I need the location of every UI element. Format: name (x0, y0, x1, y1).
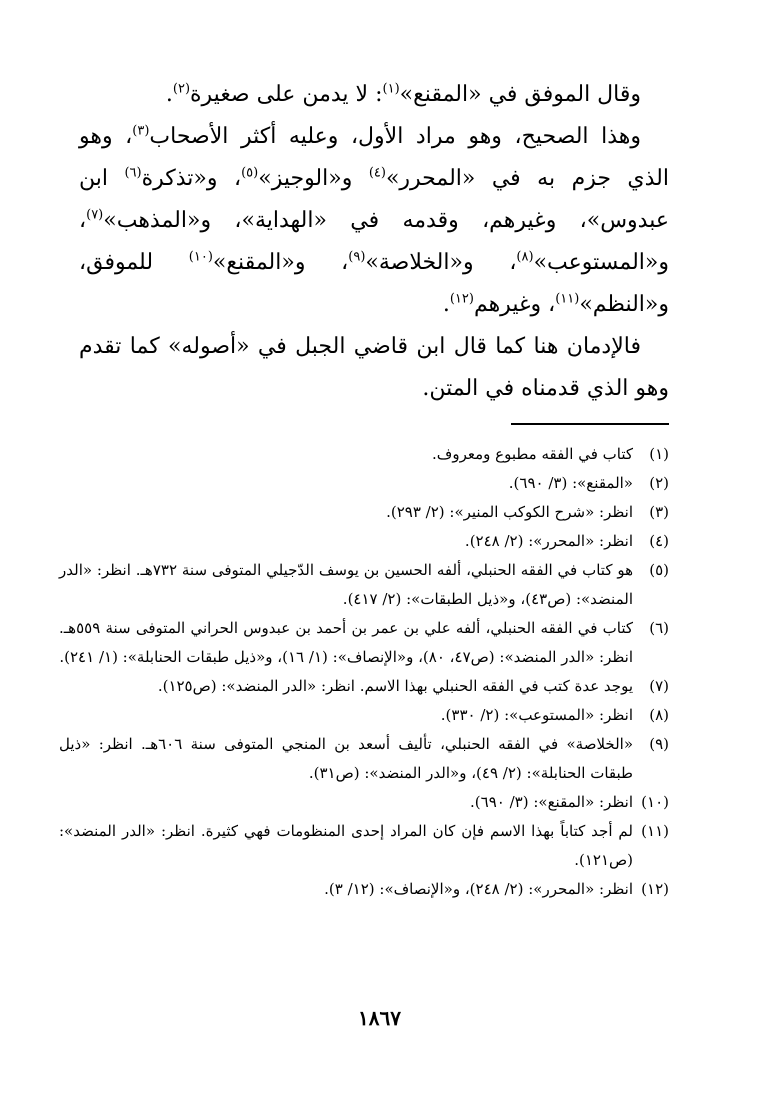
footnote-text: انظر: «شرح الكوكب المنير»: (٢/ ٢٩٣). (386, 503, 633, 521)
footnote-ref: (٥) (241, 165, 259, 181)
footnote-number: (٧) (649, 677, 669, 695)
body-text: ، وهو الذي جزم به في «المحرر» (79, 124, 669, 191)
footnote-ref: (٧) (86, 207, 104, 223)
body-text: ، و«المستوعب» (79, 208, 669, 275)
footnote (59, 498, 669, 527)
footnote (59, 614, 669, 672)
footnote-number: (٦) (649, 619, 669, 637)
footnote-number: (١٢) (641, 880, 669, 898)
footnote-ref: (٣) (132, 123, 150, 139)
footnote (59, 817, 669, 875)
body-text: . (165, 82, 173, 107)
footnote (59, 556, 669, 614)
footnotes (59, 440, 669, 904)
footnote-number: (١) (649, 445, 669, 463)
footnote-text: انظر: «المحرر»: (٢/ ٢٤٨)، و«الإنصاف»: (١٢/ ٣). (324, 880, 633, 898)
footnote-ref: (٩) (348, 249, 366, 265)
footnote-text: كتاب في الفقه مطبوع ومعروف. (432, 445, 633, 463)
footnote (59, 875, 669, 904)
footnote-number: (٣) (649, 503, 669, 521)
footnote-text: انظر: «المقنع»: (٣/ ٦٩٠). (470, 793, 633, 811)
footnote-text: انظر: «المحرر»: (٢/ ٢٤٨). (464, 532, 633, 550)
footnote-text: لم أجد كتاباً بهذا الاسم فإن كان المراد إحدى المنظومات فهي كثيرة. انظر: «الدر المنضد»: (ص١٢١). (59, 822, 633, 869)
footnote-text: «الخلاصة» في الفقه الحنبلي، تأليف أسعد بن المنجي المتوفى سنة ٦٠٦هـ. انظر: «ذيل طبقات الحنابلة»: (٢/ ٤٩)، و«الدر المنضد»: (ص٣١). (59, 735, 633, 782)
footnote-separator (511, 423, 669, 425)
body-text: و«الوجيز» (258, 166, 369, 191)
footnote-text: هو كتاب في الفقه الحنبلي، ألفه الحسين بن يوسف الدّجيلي المتوفى سنة ٧٣٢هـ. انظر: «الدر المنضد»: (ص٤٣)، و«ذيل الطبقات»: (٢/ ٤١٧). (59, 561, 633, 608)
footnote-ref: (٨) (516, 249, 534, 265)
body-text: ابن عبدوس»، وغيرهم، وقدمه في «الهداية»، و«المذهب» (79, 166, 669, 233)
body-text: للموفق، و«النظم» (79, 250, 669, 317)
body-paragraph (79, 116, 669, 326)
footnote-ref: (١٠) (188, 249, 213, 265)
body-text: وهذا الصحيح، وهو مراد الأول، وعليه أكثر الأصحاب (149, 124, 642, 149)
footnote-ref: (١٢) (449, 291, 474, 307)
body-text: فالإدمان هنا كما قال ابن قاضي الجبل في «أصوله» كما تقدم وهو الذي قدمناه في المتن. (79, 334, 669, 401)
footnote-number: (٩) (649, 735, 669, 753)
footnote-text: كتاب في الفقه الحنبلي، ألفه علي بن عمر بن أحمد بن عبدوس الحراني المتوفى سنة ٥٥٩هـ. انظر: «الدر المنضد»: (ص٤٧، ٨٠)، و«الإنصاف»: (١/ ١٦)، و«ذيل طبقات الحنابلة»: (١/ ٢٤١). (59, 619, 633, 666)
footnote-ref: (١١) (555, 291, 580, 307)
footnote-text: «المقنع»: (٣/ ٦٩٠). (508, 474, 633, 492)
body-text: ، وغيرهم (473, 292, 556, 317)
footnote (59, 788, 669, 817)
body-text: وقال الموفق في «المقنع» (399, 82, 641, 107)
footnote (59, 672, 669, 701)
footnote-text: انظر: «المستوعب»: (٢/ ٣٣٠). (440, 706, 633, 724)
footnote-ref: (١) (382, 81, 400, 97)
footnote (59, 527, 669, 556)
footnote (59, 469, 669, 498)
footnote-number: (١١) (641, 822, 669, 840)
page-number: ١٨٦٧ (358, 1006, 401, 1030)
body-paragraph (79, 326, 669, 410)
footnote-text: يوجد عدة كتب في الفقه الحنبلي بهذا الاسم. انظر: «الدر المنضد»: (ص١٢٥). (157, 677, 633, 695)
footnote-number: (٢) (649, 474, 669, 492)
footnote (59, 440, 669, 469)
footnote (59, 730, 669, 788)
body-text: : لا يدمن على صغيرة (190, 82, 383, 107)
body-paragraph (79, 74, 669, 116)
footnote-ref: (٤) (368, 165, 386, 181)
body-text: . (442, 292, 450, 317)
footnote-number: (١٠) (641, 793, 669, 811)
body-text: ، و«المقنع» (212, 250, 349, 275)
body-text: ، و«تذكرة (141, 166, 242, 191)
footnote (59, 701, 669, 730)
body-text: ، و«الخلاصة» (365, 250, 517, 275)
footnote-number: (٨) (649, 706, 669, 724)
footnote-number: (٤) (649, 532, 669, 550)
footnote-ref: (٢) (172, 81, 191, 97)
footnote-number: (٥) (649, 561, 669, 579)
footnote-ref: (٦) (124, 165, 142, 181)
main-text (79, 74, 669, 410)
